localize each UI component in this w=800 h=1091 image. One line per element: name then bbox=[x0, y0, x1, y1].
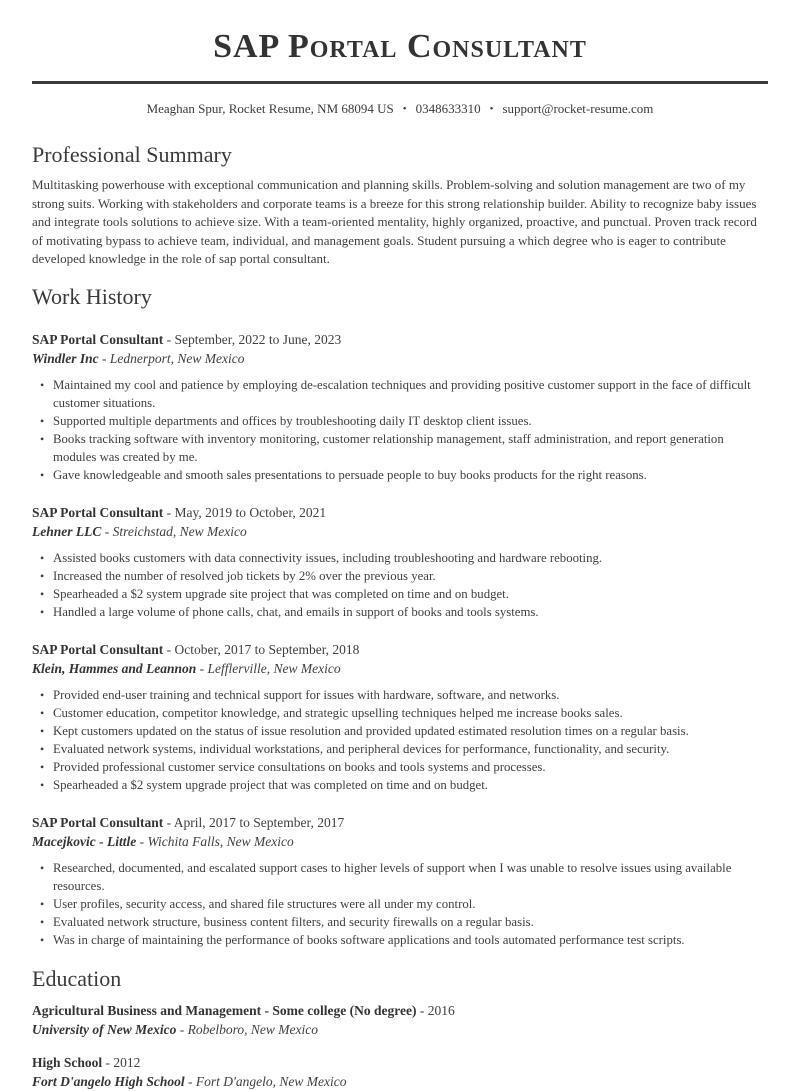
job-company-line bbox=[32, 522, 768, 541]
dash-separator: - bbox=[196, 660, 208, 676]
dash-separator: - bbox=[98, 350, 110, 366]
job-title-line bbox=[32, 330, 768, 349]
education-degree: High School bbox=[32, 1054, 103, 1070]
job-bullet-list bbox=[32, 859, 768, 949]
page-title: SAP Portal Consultant bbox=[213, 28, 587, 65]
job-bullet: • Provided end-user training and technical support for issues with hardware, software, and networks. bbox=[53, 686, 768, 704]
education-location: Fort D'angelo, New Mexico bbox=[195, 1073, 347, 1089]
contact-email: support@rocket-resume.com bbox=[502, 101, 654, 116]
header-divider bbox=[32, 81, 768, 84]
job-title: SAP Portal Consultant bbox=[32, 331, 164, 347]
job-location: Streichstad, New Mexico bbox=[112, 523, 247, 539]
summary-text: Multitasking powerhouse with exceptional communication and planning skills. Problem-solving and solution management are two of my strong suits. Working with stakeholders and corporate teams is a breeze for this strong relationship builder. Ability to recognize baby issues and integrate tools solutions to achieve size. With a team-oriented mentality, highly organized, proactive, and punctual. Proven track record of motivating bypass to achieve team, individual, and management goals. Student pursuing a which degree who is eager to contribute developed knowledge in the role of sap portal consultant. bbox=[32, 177, 757, 266]
job-title-line bbox=[32, 503, 768, 522]
education-school: Fort D'angelo High School bbox=[32, 1073, 185, 1089]
contact-separator-dot: • bbox=[489, 103, 494, 115]
education-degree: Agricultural Business and Management - Some college (No degree) bbox=[32, 1002, 417, 1018]
education-school: University of New Mexico bbox=[32, 1021, 177, 1037]
education-heading: Education bbox=[32, 965, 122, 991]
job-company: Klein, Hammes and Leannon bbox=[32, 660, 197, 676]
dash-separator: - bbox=[163, 504, 175, 520]
education-school-line bbox=[32, 1020, 768, 1039]
job-title: SAP Portal Consultant bbox=[32, 504, 164, 520]
education-degree-line bbox=[32, 1001, 768, 1020]
contact-phone: 0348633310 bbox=[415, 101, 481, 116]
job-bullet: • Supported multiple departments and offices by troubleshooting daily IT desktop client issues. bbox=[53, 412, 768, 430]
job-location: Lefflerville, New Mexico bbox=[207, 660, 341, 676]
dash-separator: - bbox=[101, 523, 113, 539]
dash-separator: - bbox=[184, 1073, 196, 1089]
job-company-line bbox=[32, 832, 768, 851]
contact-line bbox=[32, 101, 768, 117]
job-location: Lednerport, New Mexico bbox=[109, 350, 245, 366]
education-location: Robelboro, New Mexico bbox=[187, 1021, 318, 1037]
education-year: 2012 bbox=[113, 1054, 141, 1070]
education-degree-line bbox=[32, 1053, 768, 1072]
job-bullet-list bbox=[32, 549, 768, 621]
job-bullet: • User profiles, security access, and shared file structures were all under my control. bbox=[53, 895, 768, 913]
dash-separator: - bbox=[102, 1054, 114, 1070]
contact-separator-dot: • bbox=[402, 103, 407, 115]
job-bullet: • Provided professional customer service consultations on books and tools systems and processes. bbox=[53, 758, 768, 776]
dash-separator: - bbox=[163, 641, 175, 657]
job-dates: May, 2019 to October, 2021 bbox=[174, 504, 327, 520]
education-entry bbox=[32, 1053, 768, 1091]
job-bullet: • Evaluated network systems, individual workstations, and peripheral devices for performance, functionality, and security. bbox=[53, 740, 768, 758]
job-company-line bbox=[32, 659, 768, 678]
job-entry bbox=[32, 640, 768, 794]
job-entry bbox=[32, 330, 768, 484]
job-bullet: • Researched, documented, and escalated support cases to higher levels of support when I was unable to resolve issues using available resources. bbox=[53, 859, 768, 895]
job-bullet: • Customer education, competitor knowledge, and strategic upselling techniques helped me increase books sales. bbox=[53, 704, 768, 722]
education-school-line bbox=[32, 1072, 768, 1091]
job-bullet: • Increased the number of resolved job tickets by 2% over the previous year. bbox=[53, 567, 768, 585]
dash-separator: - bbox=[176, 1021, 188, 1037]
job-company: Windler Inc bbox=[32, 350, 99, 366]
dash-separator: - bbox=[163, 331, 175, 347]
summary-heading: Professional Summary bbox=[32, 142, 232, 167]
job-bullet-list bbox=[32, 686, 768, 794]
job-dates: October, 2017 to September, 2018 bbox=[174, 641, 360, 657]
job-dates: April, 2017 to September, 2017 bbox=[173, 814, 345, 830]
job-location: Wichita Falls, New Mexico bbox=[147, 833, 294, 849]
job-company: Lehner LLC bbox=[32, 523, 102, 539]
job-title-line bbox=[32, 640, 768, 659]
job-entry bbox=[32, 503, 768, 621]
job-bullet: • Evaluated network structure, business content filters, and security firewalls on a regular basis. bbox=[53, 913, 768, 931]
job-bullet: • Books tracking software with inventory monitoring, customer relationship management, staff administration, and report generation modules was created by me. bbox=[53, 430, 768, 466]
job-bullet: • Was in charge of maintaining the performance of books software applications and tools automated performance test scripts. bbox=[53, 931, 768, 949]
job-bullet: • Maintained my cool and patience by employing de-escalation techniques and providing positive customer support in the face of difficult customer situations. bbox=[53, 376, 768, 412]
dash-separator: - bbox=[416, 1002, 428, 1018]
job-bullet: • Gave knowledgeable and smooth sales presentations to persuade people to buy books products for the right reasons. bbox=[53, 466, 768, 484]
job-bullet-list bbox=[32, 376, 768, 484]
dash-separator: - bbox=[136, 833, 148, 849]
dash-separator: - bbox=[163, 814, 174, 830]
education-year: 2016 bbox=[427, 1002, 455, 1018]
job-title: SAP Portal Consultant bbox=[32, 641, 164, 657]
job-company-line bbox=[32, 349, 768, 368]
job-bullet: • Assisted books customers with data connectivity issues, including troubleshooting and hardware rebooting. bbox=[53, 549, 768, 567]
job-bullet: • Spearheaded a $2 system upgrade site project that was completed on time and on budget. bbox=[53, 585, 768, 603]
job-title: SAP Portal Consultant bbox=[32, 814, 164, 830]
job-company: Macejkovic - Little bbox=[32, 833, 137, 849]
job-dates: September, 2022 to June, 2023 bbox=[174, 331, 342, 347]
job-entry bbox=[32, 813, 768, 949]
contact-address: Meaghan Spur, Rocket Resume, NM 68094 US bbox=[146, 101, 394, 116]
job-bullet: • Handled a large volume of phone calls, chat, and emails in support of books and tools systems. bbox=[53, 603, 768, 621]
job-title-line bbox=[32, 813, 768, 832]
job-bullet: • Spearheaded a $2 system upgrade project that was completed on time and on budget. bbox=[53, 776, 768, 794]
job-bullet: • Kept customers updated on the status of issue resolution and provided updated estimated resolution times on a regular basis. bbox=[53, 722, 768, 740]
education-entry bbox=[32, 1001, 768, 1039]
work-history-heading: Work History bbox=[32, 283, 152, 309]
